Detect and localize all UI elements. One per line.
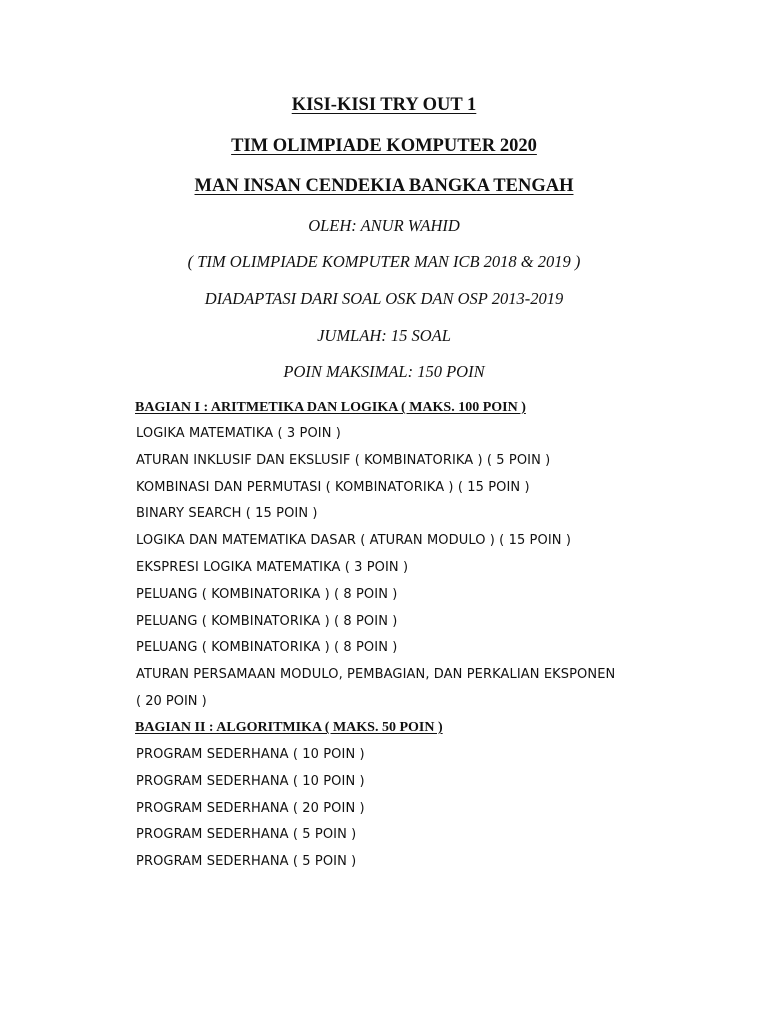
item-text: LOGIKA MATEMATIKA ( 3 POIN ) (136, 426, 341, 441)
item-text: EKSPRESI LOGIKA MATEMATIKA ( 3 POIN ) (136, 560, 409, 575)
item-text: PROGRAM SEDERHANA ( 5 POIN ) (136, 854, 357, 869)
item-text: BINARY SEARCH ( 15 POIN ) (136, 506, 318, 521)
item-text: LOGIKA DAN MATEMATIKA DASAR ( ATURAN MODULO ) ( 15 POIN ) (136, 533, 571, 548)
item-text: PELUANG ( KOMBINATORIKA ) ( 8 POIN ) (136, 640, 398, 655)
item-text: PROGRAM SEDERHANA ( 5 POIN ) (136, 827, 357, 842)
school-title: MAN INSAN CENDEKIA BANGKA TENGAH (194, 176, 574, 196)
affiliation-line: ( TIM OLIMPIADE KOMPUTER MAN ICB 2018 & 2019 ) (187, 252, 581, 271)
item-text: PELUANG ( KOMBINATORIKA ) ( 8 POIN ) (136, 587, 398, 602)
item-text: ATURAN INKLUSIF DAN EKSLUSIF ( KOMBINATORIKA ) ( 5 POIN ) (136, 453, 551, 468)
section-heading-1: BAGIAN I : ARITMETIKA DAN LOGIKA ( MAKS. 100 POIN ) (135, 400, 526, 415)
section-heading-2: BAGIAN II : ALGORITMIKA ( MAKS. 50 POIN ) (135, 720, 443, 735)
author-line: OLEH: ANUR WAHID (308, 216, 460, 235)
max-points-line: POIN MAKSIMAL: 150 POIN (283, 362, 485, 381)
document-title: KISI-KISI TRY OUT 1 (291, 95, 477, 115)
source-line: DIADAPTASI DARI SOAL OSK DAN OSP 2013-2019 (204, 289, 564, 308)
item-text: PROGRAM SEDERHANA ( 10 POIN ) (136, 747, 365, 762)
item-text: KOMBINASI DAN PERMUTASI ( KOMBINATORIKA ) ( 15 POIN ) (136, 480, 530, 495)
item-text: PROGRAM SEDERHANA ( 20 POIN ) (136, 801, 365, 816)
team-title: TIM OLIMPIADE KOMPUTER 2020 (231, 136, 537, 156)
item-text: PROGRAM SEDERHANA ( 10 POIN ) (136, 774, 365, 789)
item-text: PELUANG ( KOMBINATORIKA ) ( 8 POIN ) (136, 614, 398, 629)
item-text: ATURAN PERSAMAAN MODULO, PEMBAGIAN, DAN PERKALIAN EKSPONEN (136, 667, 616, 682)
question-count-line: JUMLAH: 15 SOAL (317, 326, 451, 345)
item-text-continuation: ( 20 POIN ) (136, 694, 207, 709)
